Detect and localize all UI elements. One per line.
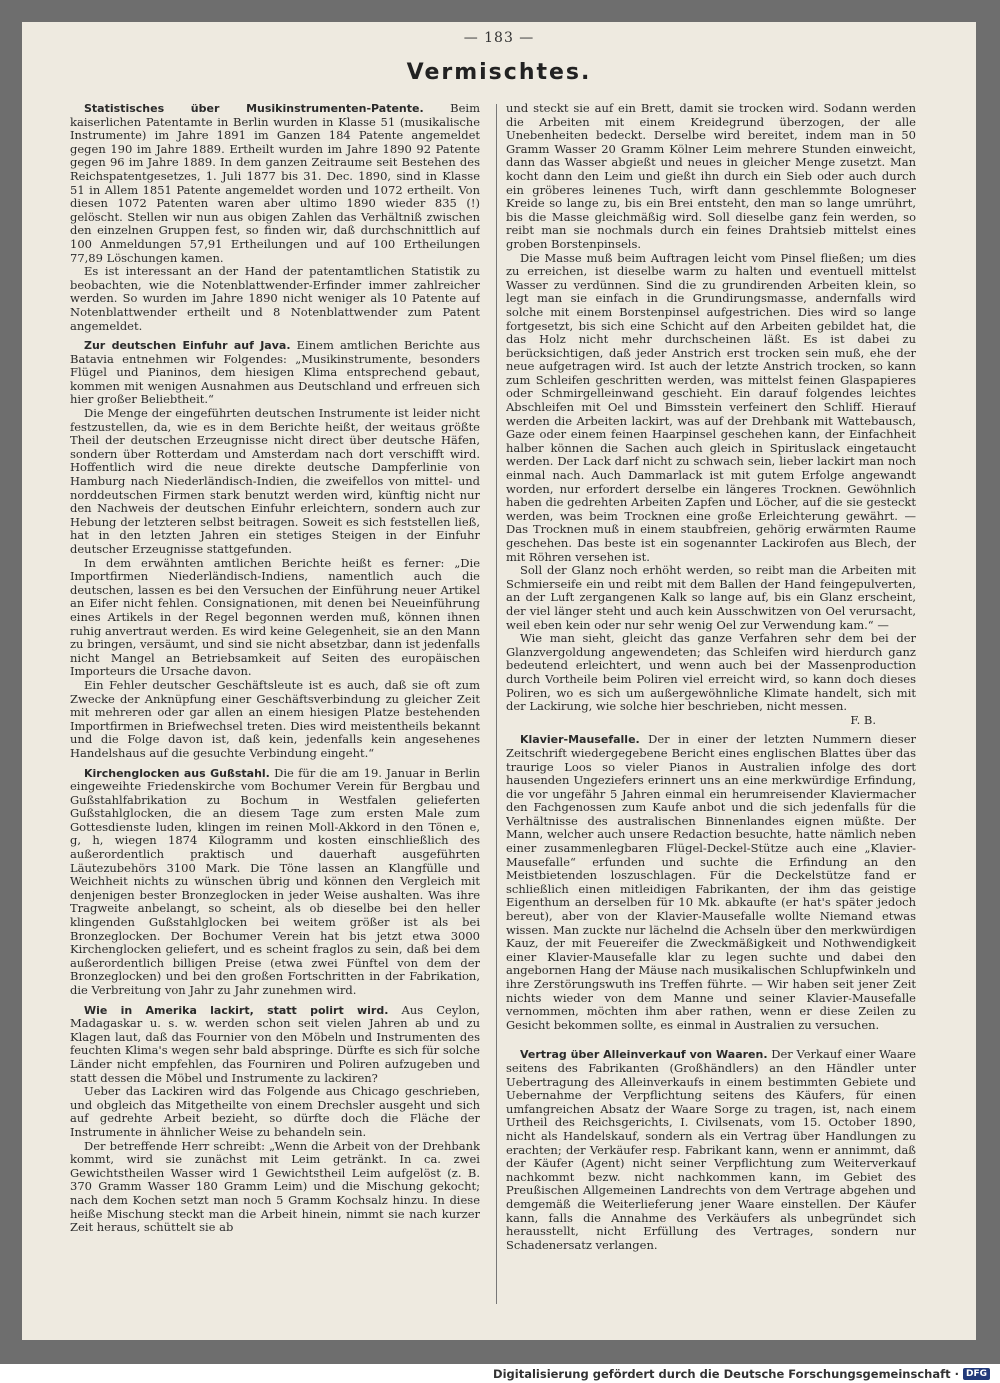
paragraph-text: Ein Fehler deutscher Geschäftsleute ist es auch, daß sie oft zum Zwecke der Anknüpfung einer Geschäftsverbindung zu gleicher Zeit mit mehreren oder gar allen an einem hiesigen Platze bestehenden Importfirmen in Briefwechsel treten. Dies wird meistentheils bekannt und die Folge davon ist, daß kein, jedenfalls kein angesehenes Handelshaus auf die gesuchte Verbindung eingeht.“ — [70, 677, 480, 760]
article-paragraph — [70, 1004, 480, 1086]
paragraph-text: und steckt sie auf ein Brett, damit sie trocken wird. Sodann werden die Arbeiten mit einem Kreidegrund überzogen, der alle Unebenheiten bedeckt. Derselbe wird bereitet, indem man in 50 Gramm Wasser 20 Gramm Kölner Leim mehrere Stunden einweicht, dann das Wasser abgießt und neues in gleicher Menge zusetzt. Man kocht dann den Leim und gießt ihn durch ein Sieb oder auch durch ein gröberes leinenes Tuch, wirft dann geschlemmte Bologneser Kreide so lange zu, bis ein Brei entsteht, den man so lange umrührt, bis die Masse gleichmäßig wird. Soll dieselbe ganz fein werden, so reibt man sie nochmals durch ein feines Drahtsieb mittelst eines groben Borstenpinsels. — [506, 102, 916, 251]
paragraph-text: Wie man sieht, gleicht das ganze Verfahren sehr dem bei der Glanzvergoldung angewendeten; das Schleifen wird hierdurch ganz bedeutend erleichtert, und wenn auch bei der Massenproduction durch Vortheile beim Poliren viel erreicht wird, so kann doch dieses Poliren, wo es sich um außergewöhnliche Klimate handelt, sich mit der Lackirung, wie solche hier beschrieben, nicht messen. — [506, 631, 916, 714]
article-paragraph — [506, 632, 916, 714]
article-heading: Vertrag über Alleinverkauf von Waaren. — [520, 1048, 768, 1062]
author-signature — [506, 714, 916, 728]
dfg-logo-icon: DFG — [963, 1368, 990, 1380]
right-column — [506, 102, 916, 1312]
paragraph-text: Die für die am 19. Januar in Berlin eingeweihte Friedenskirche vom Bochumer Verein für Bergbau und Gußstahlfabrikation zu Bochum in Westfalen gelieferten Gußstahlglocken, die an diesem Tage zum ersten Male zum Gottesdienste luden, klingen im reinen Moll-Akkord in den Tönen e, g, h, wiegen 1874 Kilogramm und kosten einschließlich des außerordentlich praktisch und dauerhaft ausgeführten Läutezubehörs 3100 Mark. Die Töne lassen an Klangfülle und Weichheit nichts zu wünschen übrig und können den Vergleich mit denjenigen bester Bronzeglocken in jeder Weise aushalten. Was ihre Tragweite anbelangt, so scheint, als ob dieselbe bei den heller klingenden Gußstahlglocken bei weitem größer ist als bei Bronzeglocken. Der Bochumer Verein hat bis jetzt etwa 3000 Kirchenglocken geliefert, und es scheint fraglos zu sein, daß bei dem außerordentlich billigen Preise (etwa zwei Fünftel von dem der Bronzeglocken) und bei den großen Fortschritten in der Fabrikation, die Verbreitung von Jahr zu Jahr zunehmen wird. — [70, 765, 480, 997]
article-paragraph — [70, 1140, 480, 1235]
article-paragraph — [70, 767, 480, 998]
paragraph-text: Beim kaiserlichen Patentamte in Berlin wurden in Klasse 51 (musikalische Instrumente) im Jahre 1891 im Ganzen 184 Patente angemeldet gegen 190 im Jahre 1889. Ertheilt wurden im Jahre 1890 92 Patente gegen 96 im Jahre 1889. In dem ganzen Zeitraume seit Bestehen des Reichspatentgesetzes, 1. Juli 1877 bis 31. Dec. 1890, sind in Klasse 51 in Allem 1851 Patente angemeldet worden und 1072 ertheilt. Von diesen 1072 Patenten waren aber ultimo 1890 wieder 835 (!) gelöscht. Stellen wir nun aus obigen Zahlen das Verhältniß zwischen den einzelnen Gruppen fest, so finden wir, daß durchschnittlich auf 100 Anmeldungen 57,91 Ertheilungen und auf 100 Ertheilungen 77,89 Löschungen kamen. — [70, 102, 480, 265]
article-paragraph — [506, 733, 916, 1032]
paragraph-text: Der betreffende Herr schreibt: „Wenn die Arbeit von der Drehbank kommt, wird sie zunächst mit Leim getränkt. In ca. zwei Gewichtstheilen Wasser wird 1 Gewichtstheil Leim aufgelöst (z. B. 370 Gramm Wasser 180 Gramm Leim) und die Mischung gekocht; nach dem Kochen setzt man noch 5 Gramm Kochsalz hinzu. In diese heiße Mischung steckt man die Arbeit hinein, nimmt sie nach kurzer Zeit heraus, schüttelt sie ab — [70, 1138, 480, 1235]
page-title: Vermischtes. — [406, 60, 592, 85]
paragraph-text: Aus Ceylon, Madagaskar u. s. w. werden schon seit vielen Jahren ab und zu Klagen laut, daß das Fournier von den Möbeln und Instrumenten des feuchten Klima's wegen sehr bald abspringe. Dürfte es sich für solche Länder nicht empfehlen, das Fourniren und Poliren aufzugeben und statt dessen die Möbel und Instrumente zu lackiren? — [70, 1002, 480, 1085]
paragraph-text: Einem amtlichen Berichte aus Batavia entnehmen wir Folgendes: „Musikinstrumente, besonders Flügel und Pianinos, dem hiesigen Klima entsprechend gebaut, kommen mit wenigen Ausnahmen aus Deutschland und erfreuen sich hier großer Beliebtheit.“ — [70, 338, 480, 407]
paragraph-text: Der Verkauf einer Waare seitens des Fabrikanten (Großhändlers) an den Händler unter Uebertragung des Alleinverkaufs in einem bestimmten Gebiete und Uebernahme der Verpflichtung seitens des Käufers, für einen umfangreichen Absatz der Waare Sorge zu tragen, ist, nach einem Urtheil des Reichsgerichts, I. Civilsenats, vom 15. October 1890, nicht als Handelskauf, sondern als ein Vertrag über Handlungen zu erachten; der Verkäufer resp. Fabrikant kann, wenn er annimmt, daß der Käufer (Agent) nicht seiner Verpflichtung zum Weiterverkauf nachkommt bezw. nicht nachkommen kann, im Gebiet des Preußischen Allgemeinen Landrechts von dem Vertrage abgehen und demgemäß die Weiterlieferung jener Waare einstellen. Der Käufer kann, falls die Annahme des Verkäufers als unbegründet sich herausstellt, nicht Erfüllung des Vertrages, sondern nur Schadenersatz verlangen. — [506, 1047, 916, 1252]
paragraph-text: Soll der Glanz noch erhöht werden, so reibt man die Arbeiten mit Schmierseife ein und reibt mit dem Ballen der Hand feingepulverten, an der Luft zergangenen Kalk so lange auf, bis ein Glanz erscheint, der viel länger steht und auch kein Ausschwitzen von Oel verursacht, weil eben kein oder nur sehr wenig Oel zur Verwendung kam.“ — — [506, 563, 916, 632]
article-paragraph — [70, 265, 480, 333]
article-heading: Wie in Amerika lackirt, statt polirt wird. — [84, 1003, 389, 1017]
footer-text: Digitalisierung gefördert durch die Deutsche Forschungsgemeinschaft · — [493, 1366, 959, 1381]
article-heading: Zur deutschen Einfuhr auf Java. — [84, 339, 291, 353]
article-paragraph — [70, 1085, 480, 1139]
article-paragraph — [506, 252, 916, 565]
digitization-footer — [0, 1364, 1000, 1383]
article-heading: Statistisches über Musikinstrumenten-Patente. — [84, 102, 424, 115]
paragraph-text: Die Masse muß beim Auftragen leicht vom Pinsel fließen; um dies zu erreichen, ist dieselbe warm zu halten und eventuell mittelst Wasser zu verdünnen. Sind die zu grundirenden Arbeiten klein, so legt man sie einfach in die Grundirungsmasse, andernfalls wird solche mit einem Borstenpinsel aufgestrichen. Dies wird so lange fortgesetzt, bis sich eine Schicht auf den Arbeiten gebildet hat, die das Holz nicht mehr durchscheinen läßt. Es ist dabei zu berücksichtigen, daß jeder Anstrich erst trocken sein muß, ehe der neue aufgetragen wird. Ist auch der letzte Anstrich trocken, so kann zum Schleifen geschritten werden, was mittelst feinen Glaspapieres oder Schmirgelleinwand geschieht. Ein darauf folgendes leichtes Abschleifen mit Oel und Bimsstein verfeinert den Schliff. Hierauf werden die Arbeiten lackirt, was auf der Drehbank mit Wattebausch, Gaze oder einem feinen Haarpinsel geschehen kann, der Einfachheit halber können die Sachen auch gleich in Spirituslack eingetaucht werden. Der Lack darf nicht zu schwach sein, lieber lackirt man noch einmal nach. Auch Dammarlack ist mit gutem Erfolge angewandt worden, nur erfordert derselbe ein längeres Trocknen. Gewöhnlich haben die gedrehten Arbeiten Zapfen und Löcher, auf die sie gesteckt werden, was beim Trocknen eine große Erleichterung gewährt. — Das Trocknen muß in einem staubfreien, gehörig erwärmten Raume geschehen. Das beste ist ein sogenannter Lackirofen aus Blech, der mit Röhren versehen ist. — [506, 250, 916, 564]
article-paragraph — [70, 407, 480, 557]
paragraph-text: In dem erwähnten amtlichen Berichte heißt es ferner: „Die Importfirmen Niederländisch-Indiens, namentlich auch die deutschen, lassen es bei den Versuchen der Einführung neuer Artikel an Eifer nicht fehlen. Consignationen, mit denen bei Neueinführung eines Artikels in der Regel begonnen werden muß, können ihnen ruhig anvertraut werden. Es wird keine Gelegenheit, sie an den Mann zu bringen, versäumt, und sind sie nicht absetzbar, dann ist jedenfalls nicht Mangel an Betriebsamkeit auf Seiten des europäischen Importeurs die Ursache davon. — [70, 555, 480, 679]
column-divider — [496, 104, 497, 1304]
article-paragraph — [506, 1048, 916, 1252]
article-paragraph — [70, 339, 480, 407]
signature-text: F. B. — [850, 712, 876, 727]
paragraph-text: Es ist interessant an der Hand der patentamtlichen Statistik zu beobachten, wie die Notenblattwender-Erfinder immer zahlreicher werden. So wurden im Jahre 1890 nicht weniger als 10 Patente auf Notenblattwender ertheilt und 8 Notenblattwender zum Patent angemeldet. — [70, 264, 480, 333]
article-heading: Klavier-Mausefalle. — [520, 733, 640, 747]
article-paragraph — [70, 557, 480, 679]
page-number: — 183 — — [463, 30, 535, 46]
scanned-page — [22, 22, 976, 1340]
article-paragraph — [70, 102, 480, 265]
article-heading: Kirchenglocken aus Gußstahl. — [84, 766, 270, 780]
left-column — [70, 102, 480, 1312]
paragraph-text: Die Menge der eingeführten deutschen Instrumente ist leider nicht festzustellen, da, wie es in dem Berichte heißt, der weitaus größte Theil der deutschen Erzeugnisse nicht direct über deutsche Häfen, sondern über Rotterdam und Amsterdam nach dort verschifft wird. Hoffentlich wird die neue direkte deutsche Dampferlinie von Hamburg nach Niederländisch-Indien, die zweifellos von mittel- und norddeutschen Firmen stark benutzt werden wird, künftig nicht nur den Nachweis der deutschen Einfuhr erleichtern, sondern auch zur Hebung der letzteren selbst beitragen. Soweit es sich feststellen ließ, hat in den letzten Jahren ein stetiges Steigen in der Einfuhr deutscher Erzeugnisse stattgefunden. — [70, 406, 480, 556]
paragraph-text: Der in einer der letzten Nummern dieser Zeitschrift wiedergegebene Bericht eines englischen Blattes über das traurige Loos so vieler Pianos in Australien infolge des dort hausenden Ungeziefers erinnert uns an eine merkwürdige Erfindung, die vor ungefähr 5 Jahren einmal ein herumreisender Klaviermacher den Fachgenossen zum Kaufe anbot und die sich jedenfalls für die Verhältnisse des australischen Binnenlandes eignen müßte. Der Mann, welcher auch unsere Redaction besuchte, hatte nämlich neben einer zusammenlegbaren Flügel-Deckel-Stütze auch eine „Klavier-Mausefalle“ erfunden und suchte die Erfindung an den Meistbietenden loszuschlagen. Für die Deckelstütze fand er schließlich einen mitleidigen Fabrikanten, der ihm das geistige Eigenthum an derselben für 10 Mk. abkaufte (er hat's später jedoch bereut), aber von der Klavier-Mausefalle wollte Niemand etwas wissen. Man zuckte nur lächelnd die Achseln über den merkwürdigen Kauz, der mit Feuereifer die Zweckmäßigkeit und Nothwendigkeit einer Klavier-Mausefalle klar zu legen suchte und dabei den angebornen Hang der Mäuse nach musikalischen Schlupfwinkeln und ihre Zerstörungswuth ins Treffen führte. — Wir haben seit jener Zeit nichts wieder von dem Manne und seiner Klavier-Mausefalle vernommen, möchten ihm aber rathen, wenn er diese Zeilen zu Gesicht bekommen sollte, es einmal in Australien zu versuchen. — [506, 732, 916, 1032]
article-paragraph — [506, 102, 916, 252]
paragraph-text: Ueber das Lackiren wird das Folgende aus Chicago geschrieben, und obgleich das Mitgetheilte von einem Drechsler ausgeht und sich auf gedrehte Arbeit bezieht, so dürfte doch die Fläche der Instrumente in ähnlicher Weise zu behandeln sein. — [70, 1084, 480, 1139]
article-paragraph — [506, 564, 916, 632]
article-paragraph — [70, 679, 480, 761]
